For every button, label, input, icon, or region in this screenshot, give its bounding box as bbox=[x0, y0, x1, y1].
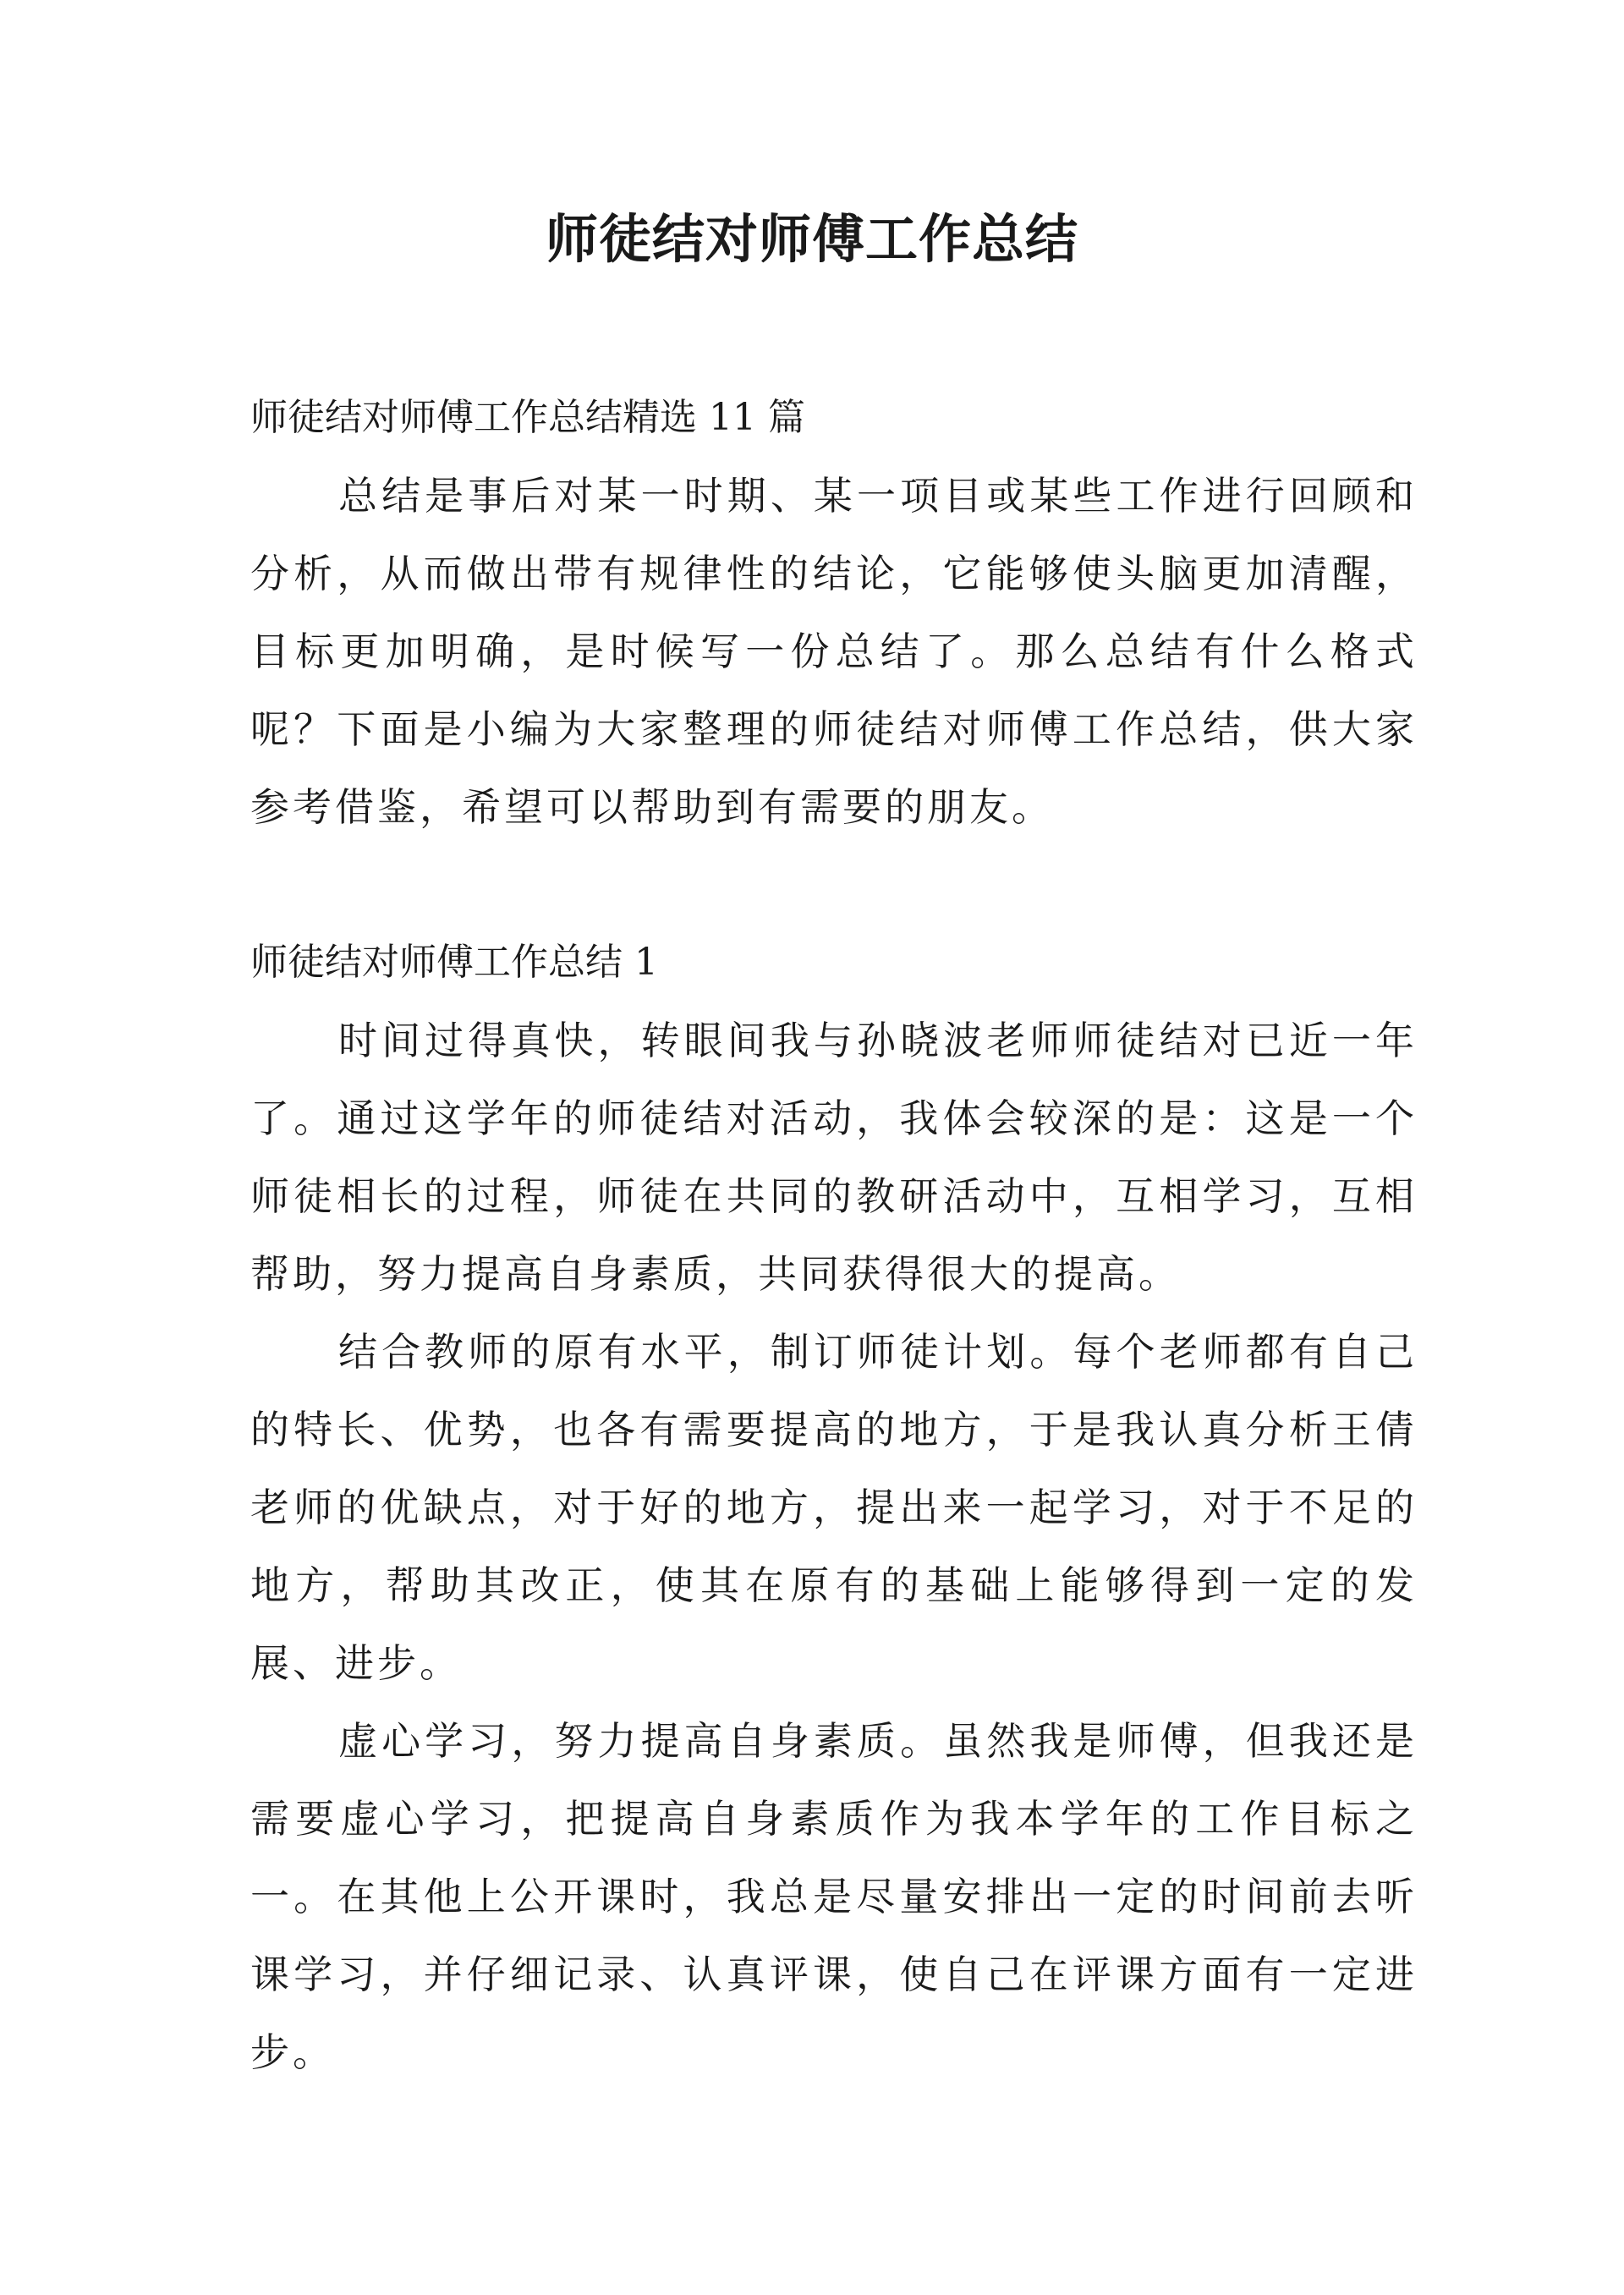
intro-heading: 师徒结对师傅工作总结精选 11 篇 bbox=[250, 396, 805, 439]
document-body bbox=[250, 379, 1418, 2091]
page-title: 师徒结对师傅工作总结 bbox=[545, 208, 1078, 270]
section-spacer bbox=[250, 846, 1418, 924]
section-1-paragraph-2: 结合教师的原有水平，制订师徒计划。每个老师都有自己的特长、优势，也各有需要提高的地方，于是我认真分析王倩老师的优缺点，对于好的地方，提出来一起学习，对于不足的地方，帮助其改正，使其在原有的基础上能够得到一定的发展、进步。 bbox=[250, 1329, 1418, 1686]
section-1-paragraph-1: 时间过得真快，转眼间我与孙晓波老师师徒结对已近一年了。通过这学年的师徒结对活动，我体会较深的是：这是一个师徒相长的过程，师徒在共同的教研活动中，互相学习，互相帮助，努力提高自身素质，共同获得很大的提高。 bbox=[250, 1018, 1418, 1297]
section-1-paragraph-3: 虚心学习，努力提高自身素质。虽然我是师傅，但我还是需要虚心学习，把提高自身素质作为我本学年的工作目标之一。在其他上公开课时，我总是尽量安排出一定的时间前去听课学习，并仔细记录、认真评课，使自己在评课方面有一定进步。 bbox=[250, 1718, 1418, 2075]
section-1-heading: 师徒结对师傅工作总结 1 bbox=[250, 941, 658, 984]
intro-paragraph: 总结是事后对某一时期、某一项目或某些工作进行回顾和分析，从而做出带有规律性的结论，它能够使头脑更加清醒，目标更加明确，是时候写一份总结了。那么总结有什么格式呢？下面是小编为大家整理的师徒结对师傅工作总结，供大家参考借鉴，希望可以帮助到有需要的朋友。 bbox=[250, 473, 1418, 830]
